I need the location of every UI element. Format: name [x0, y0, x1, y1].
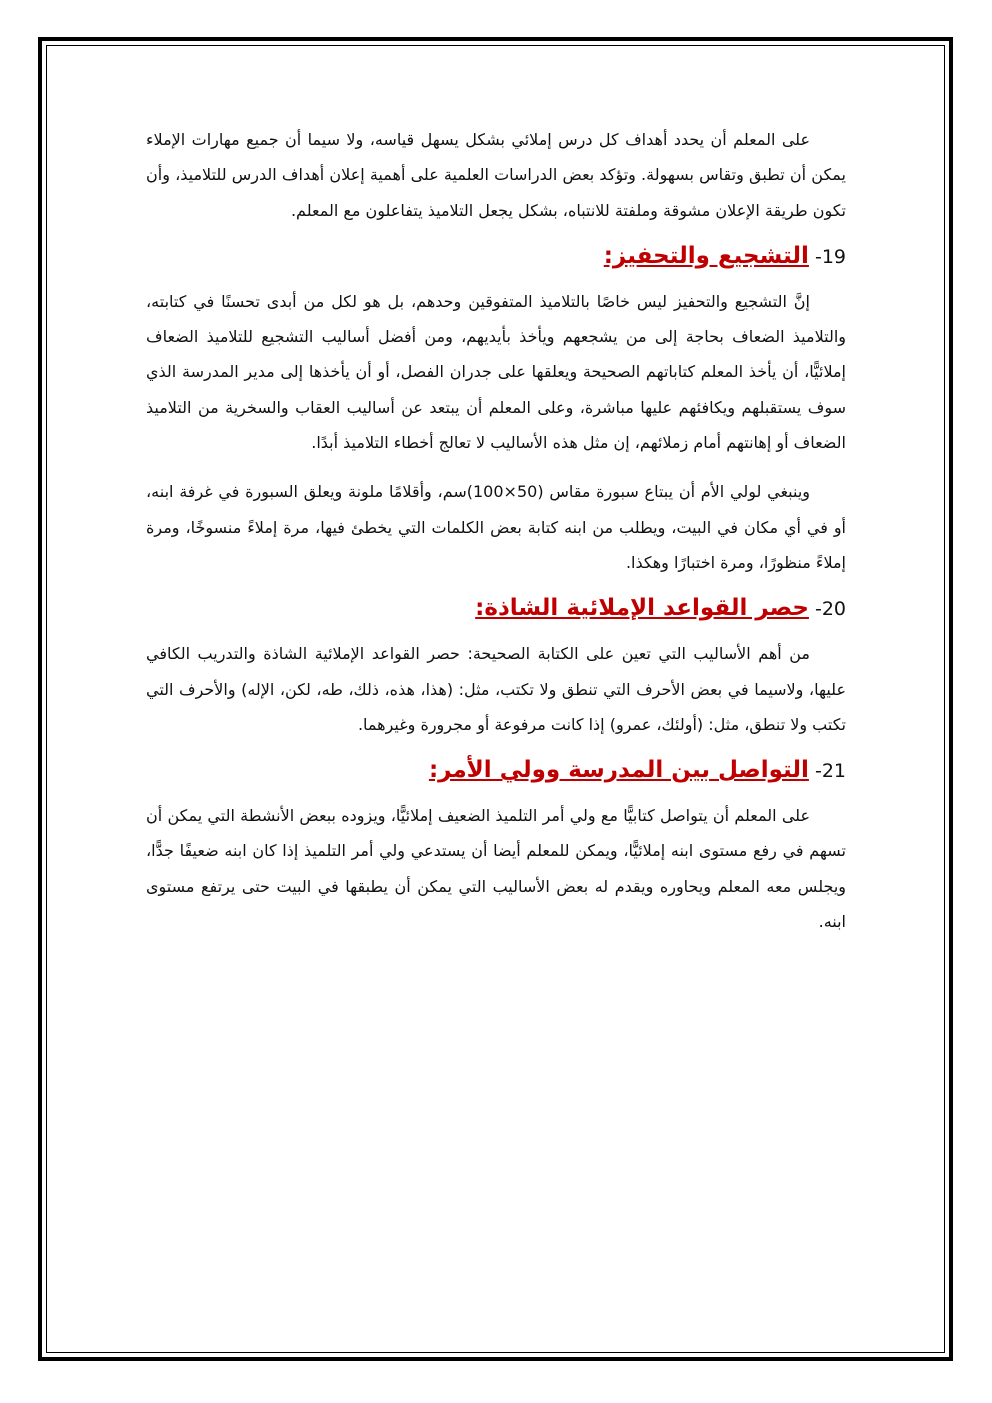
heading-title: حصر القواعد الإملائية الشاذة: — [475, 595, 809, 622]
heading-number: 20- — [814, 598, 846, 621]
section-heading-20 — [146, 586, 846, 630]
section-heading-21 — [146, 748, 846, 792]
heading-number: 21- — [814, 760, 846, 783]
paragraph-encouragement: إنَّ التشجيع والتحفيز ليس خاصًا بالتلاميذ المتفوقين وحدهم، بل هو لكل من أبدى تحسنًا في كتابته، والتلاميذ الضعاف بحاجة إلى من يشجعهم ويأخذ بأيديهم، ومن أفضل أساليب التشجيع للتلاميذ الضعاف إملائيًّا، أن يأخذ المعلم كتاباتهم الصحيحة ويعلقها على جدران الفصل، أو أن يأخذها إلى مدير المدرسة الذي سوف يستقبلهم ويكافئهم عليها مباشرة، وعلى المعلم أن يبتعد عن أساليب العقاب والسخرية من التلاميذ الضعاف أو إهانتهم أمام زملائهم، إن مثل هذه الأساليب لا تعالج أخطاء التلاميذ أبدًا. — [146, 291, 846, 453]
paragraph-irregular-rules: من أهم الأساليب التي تعين على الكتابة الصحيحة: حصر القواعد الإملائية الشاذة والتدريب الكافي عليها، ولاسيما في بعض الأحرف التي تنطق ولا تكتب، مثل: (هذا، هذه، ذلك، طه، لكن، الإله) والأحرف التي تكتب ولا تنطق، مثل: (أولئك، عمرو) إذا كانت مرفوعة أو مجرورة وغيرهما. — [146, 644, 846, 734]
heading-title: التشجيع والتحفيز: — [603, 242, 809, 269]
paragraph-school-parent: على المعلم أن يتواصل كتابيًّا مع ولي أمر التلميذ الضعيف إملائيًّا، ويزوده ببعض الأنشطة التي يمكن أن تسهم في رفع مستوى ابنه إملائيًّا، ويمكن للمعلم أيضا أن يستدعي ولي أمر التلميذ إذا كان ابنه ضعيفًا جدًّا، ويجلس معه المعلم ويحاوره ويقدم له بعض الأساليب التي يمكن أن يطبقها في البيت حتى يرتفع مستوى ابنه. — [146, 806, 846, 932]
paragraph-whiteboard: وينبغي لولي الأم أن يبتاع سبورة مقاس (50×100)سم، وأقلامًا ملونة ويعلق السبورة في غرفة ابنه، أو في أي مكان في البيت، ويطلب من ابنه كتابة بعض الكلمات التي يخطئ فيها، مرة إملاءً منسوخًا، ومرة إملاءً منظورًا، ومرة اختبارًا وهكذا. — [146, 482, 846, 572]
paragraph-lesson-goals: على المعلم أن يحدد أهداف كل درس إملائي بشكل يسهل قياسه، ولا سيما أن جميع مهارات الإملاء يمكن أن تطبق وتقاس بسهولة. وتؤكد بعض الدراسات العلمية على أهمية إعلان أهداف الدرس للتلاميذ، وأن تكون طريقة الإعلان مشوقة وملفتة للانتباه، بشكل يجعل التلاميذ يتفاعلون مع المعلم. — [146, 130, 846, 220]
section-heading-19 — [146, 234, 846, 278]
document-body — [146, 122, 846, 939]
heading-number: 19- — [814, 245, 846, 268]
heading-title: التواصل بين المدرسة وولي الأمر: — [428, 757, 809, 784]
